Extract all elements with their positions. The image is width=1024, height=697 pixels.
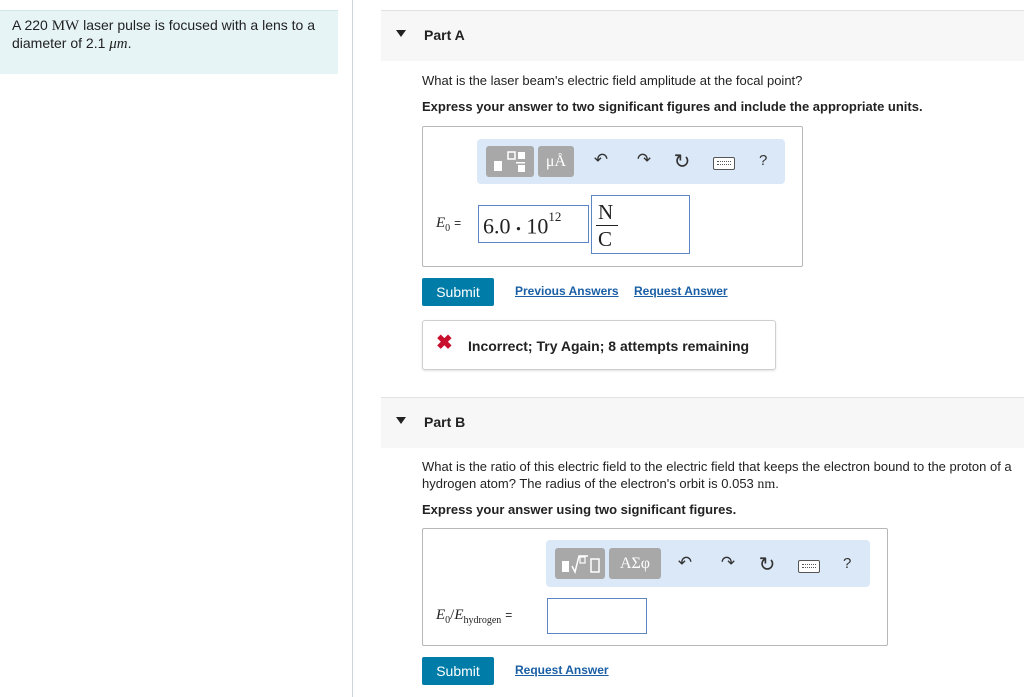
undo-icon[interactable]: ↶ — [677, 553, 693, 572]
feedback-message — [422, 320, 776, 370]
equals-sign: = — [454, 216, 462, 230]
part-b-instruction: Express your answer using two significant figures. — [422, 502, 737, 517]
part-b-field-label — [436, 607, 512, 626]
keyboard-icon[interactable] — [713, 157, 735, 170]
part-b-math-toolbar — [546, 540, 870, 587]
part-b-question-text: What is the ratio of this electric field to the electric field that keeps the electron bound to the proton of a hydrogen atom? The radius of the electron's orbit is 0.053 — [422, 459, 1012, 491]
reset-icon[interactable]: ↻ — [758, 554, 776, 576]
problem-text-start: A 220 — [12, 17, 48, 33]
greek-symbols-button[interactable]: ΑΣφ — [609, 548, 661, 579]
keyboard-icon[interactable] — [798, 560, 820, 573]
templates-button[interactable] — [555, 548, 605, 579]
answer-base: 10 — [526, 213, 549, 239]
field-numerator-subscript: 0 — [445, 615, 451, 626]
answer-mantissa: 6.0 — [483, 213, 511, 239]
problem-unit-power: MW — [51, 18, 80, 34]
part-a-request-answer-link[interactable]: Request Answer — [634, 284, 728, 298]
panel-divider — [352, 0, 353, 697]
part-b-question-unit: nm — [757, 477, 776, 492]
help-icon[interactable]: ? — [759, 152, 768, 169]
part-b-answer-input[interactable] — [547, 598, 647, 634]
field-numerator-symbol: E — [436, 607, 446, 623]
previous-answers-link[interactable]: Previous Answers — [515, 284, 619, 298]
problem-statement — [12, 17, 332, 53]
undo-icon[interactable]: ↶ — [593, 150, 609, 169]
field-subscript: 0 — [445, 223, 451, 234]
part-b-request-answer-link[interactable]: Request Answer — [515, 663, 609, 677]
field-denominator-symbol: E — [454, 607, 464, 623]
unit-denominator: C — [598, 227, 613, 251]
field-denominator-subscript: hydrogen — [463, 615, 502, 626]
redo-icon[interactable]: ↷ — [636, 150, 652, 169]
unit-fraction-bar — [596, 225, 618, 226]
part-b-submit-button[interactable]: Submit — [422, 657, 494, 685]
part-a-instruction: Express your answer to two significant figures and include the appropriate units. — [422, 99, 923, 114]
part-a-title: Part A — [424, 27, 465, 43]
problem-unit-length: μm — [109, 36, 128, 52]
field-symbol: E — [436, 215, 446, 231]
part-a-math-toolbar — [477, 139, 785, 184]
templates-button[interactable] — [486, 146, 534, 177]
part-b-question — [422, 458, 1017, 493]
part-b-header[interactable] — [381, 397, 1024, 448]
part-a-value-input[interactable] — [478, 205, 589, 243]
help-icon[interactable]: ? — [843, 555, 852, 572]
collapse-triangle-icon[interactable] — [396, 30, 406, 37]
units-button[interactable]: μÅ — [538, 146, 574, 177]
collapse-triangle-icon[interactable] — [396, 417, 406, 424]
problem-text-end: . — [127, 35, 132, 51]
templates-icon — [486, 146, 534, 177]
part-b-title: Part B — [424, 414, 466, 430]
equals-sign: = — [505, 608, 513, 622]
part-a-units-input[interactable] — [591, 195, 690, 254]
templates-radical-icon — [555, 548, 605, 579]
part-b-question-end: . — [775, 476, 779, 491]
answer-times-dot: • — [516, 222, 521, 238]
redo-icon[interactable]: ↷ — [720, 553, 736, 572]
part-a-field-label — [436, 215, 461, 234]
part-a-header[interactable] — [381, 10, 1024, 61]
reset-icon[interactable]: ↻ — [673, 151, 691, 173]
answer-exponent: 12 — [548, 209, 562, 224]
unit-numerator: N — [598, 200, 614, 224]
part-a-submit-button[interactable]: Submit — [422, 278, 494, 306]
feedback-text: Incorrect; Try Again; 8 attempts remaining — [468, 338, 750, 354]
field-slash: / — [450, 607, 455, 623]
error-x-icon: ✖ — [436, 332, 453, 354]
part-a-question: What is the laser beam's electric field amplitude at the focal point? — [422, 73, 803, 88]
problem-text-mid: laser pulse is focused with a lens to a diameter of 2.1 — [12, 17, 316, 51]
